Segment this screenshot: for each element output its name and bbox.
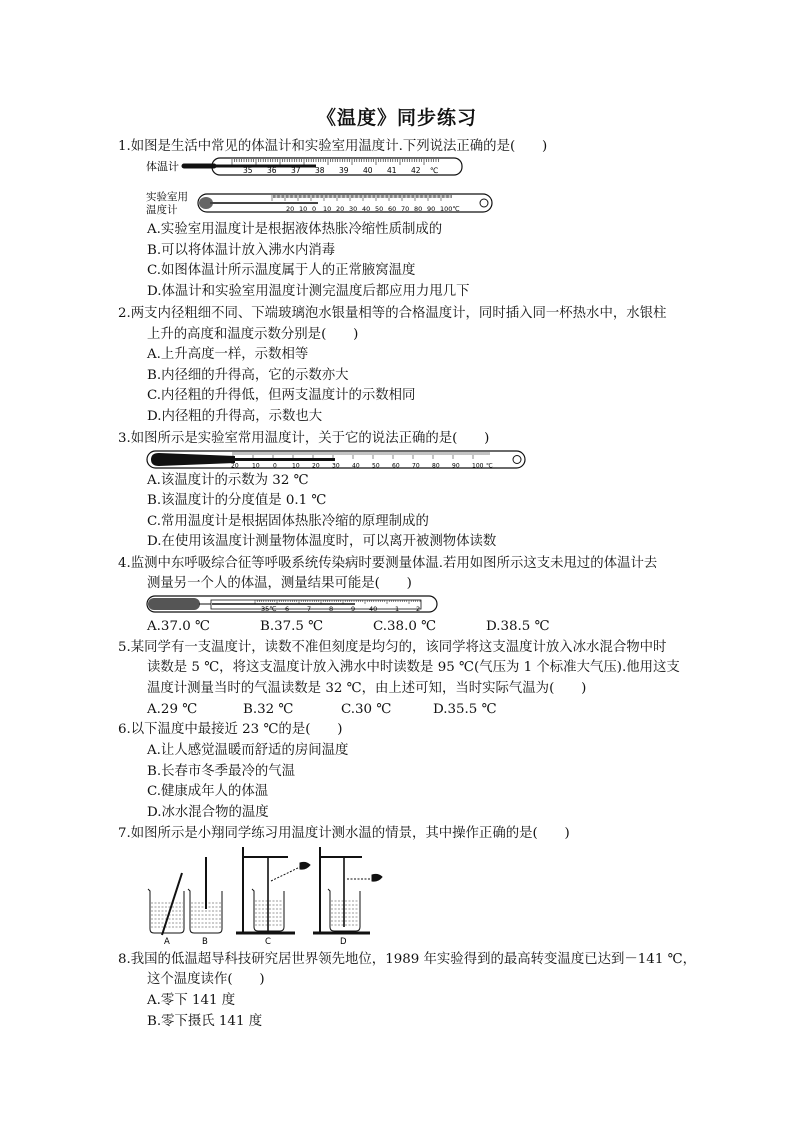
question-1-option-c: C.如图体温计所示温度属于人的正常腋窝温度 [147, 263, 416, 278]
svg-text:8: 8 [329, 605, 334, 613]
question-4-option-c: C.38.0 ℃ [373, 619, 437, 634]
svg-text:39: 39 [339, 166, 349, 175]
question-2-stem-cont: 上升的高度和温度示数分别是( ) [147, 327, 359, 342]
label-d: D [340, 937, 347, 947]
thermometers-illustration [140, 154, 500, 218]
question-3-option-c: C.常用温度计是根据固体热胀冷缩的原理制成的 [147, 514, 429, 529]
svg-text:35℃: 35℃ [261, 605, 277, 613]
question-5-options [147, 701, 497, 719]
question-5-option-c: C.30 ℃ [341, 702, 392, 717]
lab-thermometer-illustration [145, 449, 530, 471]
svg-text:10: 10 [252, 462, 260, 470]
svg-text:40: 40 [352, 462, 360, 470]
question-4-stem: 4.监测中东呼吸综合征等呼吸系统传染病时要测量体温.若用如图所示这支未甩过的体温计去 [118, 556, 658, 571]
svg-text:80: 80 [414, 205, 423, 213]
svg-text:60: 60 [392, 462, 400, 470]
svg-text:41: 41 [387, 166, 397, 175]
svg-text:37: 37 [291, 166, 301, 175]
svg-text:40: 40 [362, 205, 371, 213]
question-5-option-d: D.35.5 ℃ [433, 702, 497, 717]
svg-text:35: 35 [243, 166, 253, 175]
question-3-stem: 3.如图所示是实验室常用温度计，关于它的说法正确的是( ) [118, 431, 490, 446]
question-1-option-a: A.实验室用温度计是根据液体热胀冷缩性质制成的 [147, 222, 443, 237]
svg-text:100℃: 100℃ [440, 205, 460, 213]
question-5-option-b: B.32 ℃ [243, 702, 294, 717]
svg-text:38: 38 [315, 166, 325, 175]
svg-text:30: 30 [349, 205, 358, 213]
svg-text:20: 20 [312, 462, 320, 470]
svg-text:6: 6 [285, 605, 290, 613]
question-1-option-d: D.体温计和实验室用温度计测完温度后都应用力甩几下 [147, 284, 470, 299]
svg-text:20: 20 [286, 205, 295, 213]
question-4-option-d: D.38.5 ℃ [486, 619, 550, 634]
question-2-option-d: D.内径粗的升得高，示数也大 [147, 409, 323, 424]
svg-text:20: 20 [336, 205, 345, 213]
svg-text:9: 9 [351, 605, 356, 613]
svg-text:70: 70 [401, 205, 410, 213]
label-a: A [164, 937, 170, 947]
svg-text:70: 70 [412, 462, 420, 470]
beaker-b [188, 857, 222, 933]
svg-text:60: 60 [388, 205, 397, 213]
svg-text:10: 10 [323, 205, 332, 213]
question-4-option-b: B.37.5 ℃ [260, 619, 324, 634]
body-thermometer-label: 体温计 [146, 160, 179, 173]
question-2-option-c: C.内径粗的升得低，但两支温度计的示数相同 [147, 388, 416, 403]
svg-text:80: 80 [432, 462, 440, 470]
question-5-stem: 5.某同学有一支温度计，读数不准但刻度是均匀的，该同学将这支温度计放入冰水混合物中时 [118, 640, 667, 655]
svg-text:0: 0 [273, 462, 277, 470]
question-6-option-b: B.长春市冬季最冷的气温 [147, 764, 296, 779]
svg-text:40: 40 [363, 166, 373, 175]
svg-text:0: 0 [312, 205, 317, 213]
question-1-option-b: B.可以将体温计放入沸水内消毒 [147, 243, 336, 258]
question-5-stem-cont-2: 温度计测量当时的气温读数是 32 ℃，由上述可知，当时实际气温为( ) [147, 681, 587, 696]
label-b: B [202, 937, 208, 947]
svg-text:10: 10 [292, 462, 300, 470]
page-title: 《温度》同步练习 [316, 107, 477, 129]
svg-text:℃: ℃ [430, 166, 439, 175]
question-7-figure [140, 843, 400, 947]
question-8-option-b: B.零下摄氏 141 度 [147, 1014, 263, 1029]
svg-text:36: 36 [267, 166, 277, 175]
label-c: C [265, 937, 271, 947]
svg-text:20: 20 [231, 462, 239, 470]
body-thermometer-scale [243, 166, 438, 175]
svg-text:40: 40 [369, 605, 378, 613]
question-3-option-a: A.该温度计的示数为 32 ℃ [147, 473, 309, 488]
question-6-option-a: A.让人感觉温暖而舒适的房间温度 [147, 743, 349, 758]
body-thermometer-illustration [145, 594, 441, 614]
measuring-water-temperature-illustration [140, 843, 400, 947]
stand-c [236, 847, 310, 933]
lab-thermometer-label-1: 实验室用 [146, 191, 188, 203]
figure-labels [164, 937, 347, 947]
question-4-options [147, 618, 550, 636]
stand-d [313, 847, 382, 933]
question-2-option-b: B.内径细的升得高，它的示数亦大 [147, 368, 349, 383]
svg-text:30: 30 [332, 462, 340, 470]
question-6-stem: 6.以下温度中最接近 23 ℃的是( ) [118, 722, 343, 737]
question-2-option-a: A.上升高度一样，示数相等 [147, 347, 309, 362]
svg-text:50: 50 [372, 462, 380, 470]
question-8-stem-cont: 这个温度读作( ) [147, 972, 265, 987]
beaker-a [148, 873, 184, 935]
question-3-option-d: D.在使用该温度计测量物体温度时，可以离开被测物体读数 [147, 534, 497, 549]
question-8-stem: 8.我国的低温超导科技研究居世界领先地位，1989 年实验得到的最高转变温度已达到－141 ℃， [118, 952, 696, 967]
svg-text:100: 100 [472, 462, 484, 470]
question-5-stem-cont-1: 读数是 5 ℃，将这支温度计放入沸水中时读数是 95 ℃(气压为 1 个标准大气压).他用这支 [147, 660, 680, 675]
question-8-option-a: A.零下 141 度 [147, 993, 236, 1008]
question-3-option-b: B.该温度计的分度值是 0.1 ℃ [147, 493, 327, 508]
question-7-stem: 7.如图所示是小翔同学练习用温度计测水温的情景，其中操作正确的是( ) [118, 826, 570, 841]
question-6-option-d: D.冰水混合物的温度 [147, 805, 269, 820]
question-6-option-c: C.健康成年人的体温 [147, 784, 269, 799]
question-3-figure [145, 449, 530, 471]
svg-text:℃: ℃ [486, 462, 493, 470]
svg-text:90: 90 [427, 205, 436, 213]
svg-text:1: 1 [395, 605, 400, 613]
question-4-stem-cont: 测量另一个人的体温，测量结果可能是( ) [147, 576, 412, 591]
question-5-option-a: A.29 ℃ [147, 702, 198, 717]
lab-thermometer-label-2: 温度计 [146, 204, 178, 216]
question-1-stem: 1.如图是生活中常见的体温计和实验室用温度计.下列说法正确的是( ) [118, 139, 548, 154]
question-4-figure [145, 594, 441, 614]
svg-text:90: 90 [452, 462, 460, 470]
question-4-option-a: A.37.0 ℃ [147, 619, 210, 634]
svg-text:50: 50 [375, 205, 384, 213]
question-2-stem: 2.两支内径粗细不同、下端玻璃泡水银量相等的合格温度计，同时插入同一杯热水中，水银柱 [118, 306, 667, 321]
svg-text:10: 10 [299, 205, 308, 213]
svg-text:42: 42 [411, 166, 421, 175]
svg-text:2: 2 [416, 605, 421, 613]
question-1-figure [140, 154, 500, 218]
svg-text:7: 7 [307, 605, 312, 613]
